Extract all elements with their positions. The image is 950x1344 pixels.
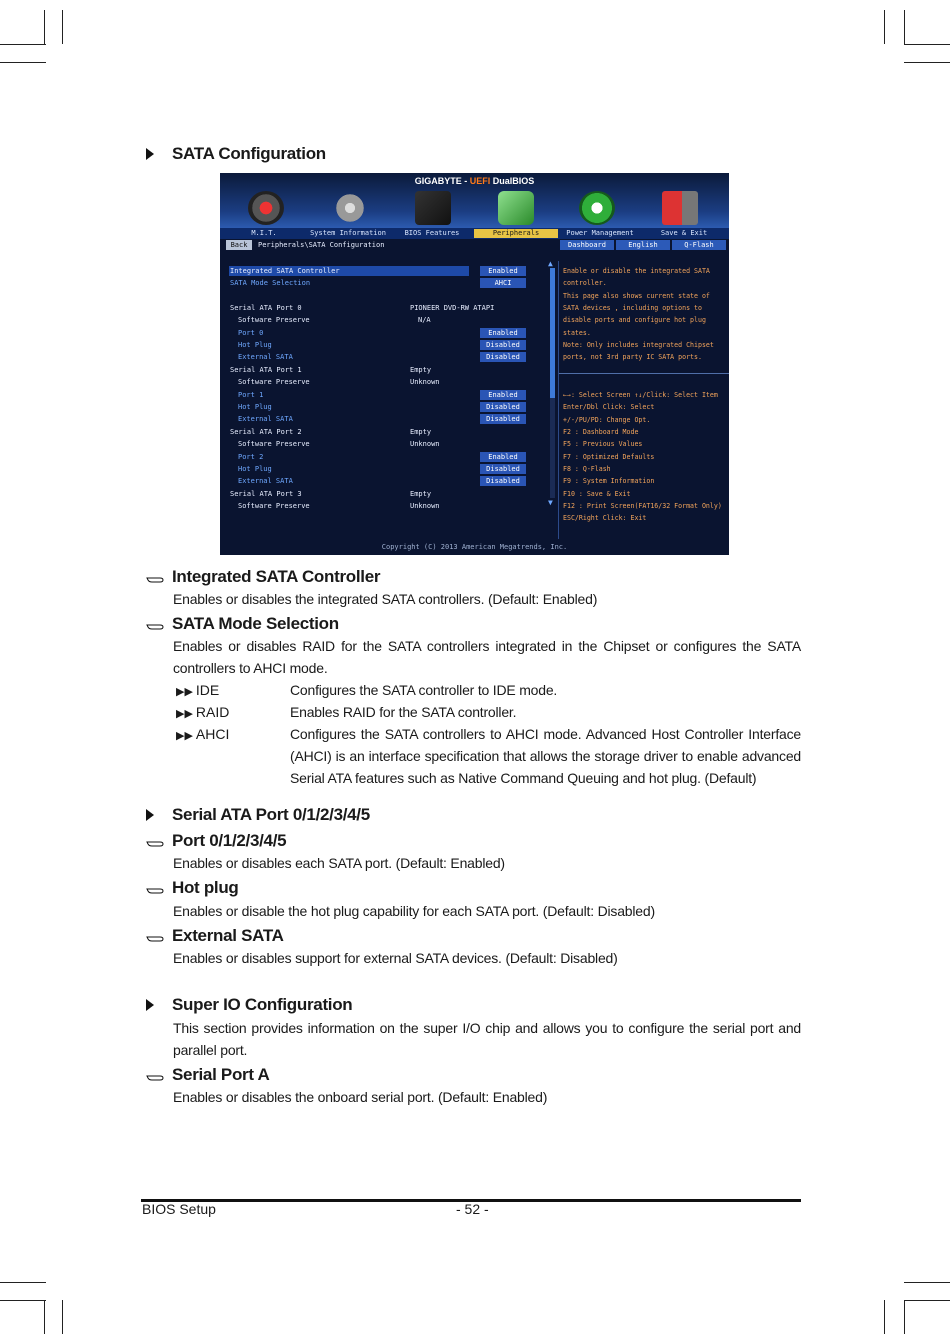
brand-dualbios: DualBIOS [490,176,535,186]
key-help-line: F2 : Dashboard Mode [563,428,639,436]
scrollbar[interactable] [550,268,555,498]
bios-tab-bar [220,228,729,239]
scrollbar-thumb[interactable] [550,268,555,398]
setting-label: Software Preserve [238,502,310,510]
tab-system-information[interactable]: System Information [310,229,386,237]
setting-label[interactable]: External SATA [238,415,293,423]
tab-mit[interactable]: M.I.T. [251,229,277,237]
brand-uefi: UEFI [469,176,491,186]
crop-mark [904,44,950,45]
setting-label: Software Preserve [238,378,310,386]
help-line: ports, not 3rd party IC SATA ports. [563,353,702,361]
help-divider [559,373,729,374]
setting-value: Empty [410,490,432,498]
setting-label[interactable]: Port 0 [238,329,264,337]
key-help-line: ←→: Select Screen ↑↓/Click: Select Item [563,391,718,399]
help-line: states. [563,329,591,337]
pointing-hand-icon [146,833,164,853]
option-name [176,701,229,725]
key-help-line: Enter/Dbl Click: Select [563,403,655,411]
qflash-button[interactable]: Q-Flash [672,240,726,250]
crop-mark [904,62,950,63]
double-arrow-icon: ▶▶ [176,686,193,698]
setting-value-badge[interactable]: Enabled [480,390,526,400]
crop-mark [904,1300,905,1334]
tab-peripherals[interactable]: Peripherals [474,229,558,238]
peripherals-icon[interactable] [498,191,534,225]
double-arrow-icon: ▶▶ [176,708,193,720]
help-line: SATA devices , including options to [563,304,702,312]
paragraph: This section provides information on the super I/O chip and allows you to configure the serial port and parallel port. [173,1020,801,1058]
subsection-title: Hot plug [172,878,239,897]
setting-label: Serial ATA Port 2 [230,428,302,436]
paragraph: Enables or disables RAID for the SATA controllers integrated in the Chipset or configures the SATA controllers to AHCI mode. [173,638,801,676]
bios-screenshot [220,173,729,555]
setting-label[interactable]: External SATA [238,477,293,485]
key-help-line: F10 : Save & Exit [563,490,631,498]
setting-label[interactable]: Hot Plug [238,465,272,473]
key-help-line: ESC/Right Click: Exit [563,514,647,522]
chip-icon[interactable] [415,191,451,225]
crop-mark [904,1300,950,1301]
option-label: IDE [195,682,220,698]
help-line: controller. [563,279,607,287]
setting-value-badge[interactable]: Disabled [480,476,526,486]
setting-label[interactable]: Hot Plug [238,341,272,349]
crop-mark [884,1300,885,1334]
section-heading [146,144,326,164]
tab-power-management[interactable]: Power Management [566,229,634,237]
setting-label[interactable]: Port 2 [238,453,264,461]
crop-mark [62,10,63,44]
triangle-bullet-icon [146,148,154,160]
help-line: disable ports and configure hot plug [563,316,706,324]
setting-label: Serial ATA Port 1 [230,366,302,374]
setting-value-badge[interactable]: Disabled [480,340,526,350]
breadcrumb: Peripherals\SATA Configuration [258,241,385,249]
dashboard-button[interactable]: Dashboard [560,240,614,250]
setting-label[interactable]: Port 1 [238,391,264,399]
speedometer-icon[interactable] [248,191,284,225]
section-title: SATA Configuration [172,144,326,163]
setting-value-badge[interactable]: Disabled [480,464,526,474]
setting-label[interactable]: External SATA [238,353,293,361]
gears-icon[interactable] [332,191,368,225]
pointing-hand-icon [146,569,164,589]
triangle-bullet-icon [146,999,154,1011]
scroll-up-arrow-icon[interactable]: ▲ [548,259,553,268]
subsection-title: Serial Port A [172,1065,270,1084]
subsection-heading [146,926,284,948]
subsection-heading [146,878,239,900]
option-label: RAID [195,704,230,720]
setting-label[interactable]: Hot Plug [238,403,272,411]
setting-label: Serial ATA Port 3 [230,490,302,498]
crop-mark [884,10,885,44]
key-help-line: F12 : Print Screen(FAT16/32 Format Only) [563,502,722,510]
setting-value: Unknown [410,440,440,448]
pointing-hand-icon [146,880,164,900]
crop-mark [62,1300,63,1334]
triangle-bullet-icon [146,809,154,821]
key-help-line: +/-/PU/PD: Change Opt. [563,416,651,424]
section-heading [146,805,370,825]
brand-gigabyte: GIGABYTE - [414,176,470,186]
scroll-down-arrow-icon[interactable]: ▼ [548,498,553,507]
section-title: Super IO Configuration [172,995,353,1014]
option-name [176,679,219,703]
crop-mark [44,1300,45,1334]
language-button[interactable]: English [616,240,670,250]
subsection-heading [146,614,339,636]
help-panel [558,261,729,539]
section-title: Serial ATA Port 0/1/2/3/4/5 [172,805,370,824]
setting-value-badge[interactable]: Enabled [480,452,526,462]
setting-value: Unknown [410,502,440,510]
setting-value: Empty [410,428,432,436]
subsection-heading [146,831,286,853]
option-label: AHCI [195,726,230,742]
paragraph: Enables or disable the hot plug capability for each SATA port. (Default: Disabled) [173,903,655,919]
setting-value-badge[interactable]: Disabled [480,352,526,362]
setting-value-badge[interactable]: Enabled [480,266,526,276]
crop-mark [0,62,46,63]
setting-value: PIONEER DVD-RW ATAPI [410,304,495,312]
bios-nav-row [220,240,729,250]
crop-mark [904,1282,950,1283]
subsection-title: External SATA [172,926,284,945]
pointing-hand-icon [146,928,164,948]
subsection-title: Port 0/1/2/3/4/5 [172,831,287,850]
setting-value: N/A [418,316,431,324]
key-help-line: F8 : Q-Flash [563,465,611,473]
section-heading [146,995,352,1015]
subsection-title: Integrated SATA Controller [172,567,381,586]
help-line: This page also shows current state of [563,292,710,300]
setting-value: Empty [410,366,432,374]
setting-value-badge[interactable]: Enabled [480,328,526,338]
option-description: Configures the SATA controller to IDE mode. [290,682,558,698]
setting-label[interactable]: Integrated SATA Controller [230,267,340,275]
crop-mark [44,10,45,44]
tab-bios-features[interactable]: BIOS Features [404,229,460,237]
setting-value-badge[interactable]: AHCI [480,278,526,288]
bios-top-bar [220,173,729,228]
bios-copyright: Copyright (C) 2013 American Megatrends, Inc. [381,543,568,551]
subsection-heading [146,567,380,589]
key-help-line: F9 : System Information [563,477,655,485]
settings-list [226,261,556,539]
paragraph: Enables or disables each SATA port. (Default: Enabled) [173,855,505,871]
setting-value-badge[interactable]: Disabled [480,402,526,412]
bios-brand [220,176,729,186]
pointing-hand-icon [146,616,164,636]
option-name [176,723,229,747]
paragraph: Enables or disables support for external SATA devices. (Default: Disabled) [173,950,618,966]
footer-title: BIOS Setup [142,1201,216,1217]
crop-mark [0,1282,46,1283]
crop-mark [904,10,905,44]
tab-save-exit[interactable]: Save & Exit [660,229,708,237]
crop-mark [0,44,46,45]
exit-door-icon[interactable] [662,191,698,225]
setting-value-badge[interactable]: Disabled [480,414,526,424]
subsection-title: SATA Mode Selection [172,614,339,633]
pointing-hand-icon [146,1067,164,1087]
key-help-line: F7 : Optimized Defaults [563,453,655,461]
double-arrow-icon: ▶▶ [176,730,193,742]
subsection-heading [146,1065,270,1087]
setting-label: Software Preserve [238,440,310,448]
crop-mark [0,1300,46,1301]
setting-value: Unknown [410,378,440,386]
back-button[interactable]: Back [226,240,252,250]
power-icon[interactable] [579,191,615,225]
setting-label[interactable]: SATA Mode Selection [230,279,311,287]
paragraph: Enables or disables the integrated SATA controllers. (Default: Enabled) [173,591,598,607]
help-line: Note: Only includes integrated Chipset [563,341,714,349]
paragraph: Enables or disables the onboard serial port. (Default: Enabled) [173,1089,548,1105]
option-description: Enables RAID for the SATA controller. [290,704,517,720]
option-description: Configures the SATA controllers to AHCI mode. Advanced Host Controller Interface (AHCI) is an interface specification that allows the storage driver to enable advanced Serial ATA features such as Native Command Queuing and hot plug. (Default) [290,726,801,786]
page-number: - 52 - [456,1201,489,1217]
setting-label: Serial ATA Port 0 [230,304,302,312]
key-help-line: F5 : Previous Values [563,440,643,448]
help-line: Enable or disable the integrated SATA [563,267,710,275]
setting-label: Software Preserve [238,316,310,324]
